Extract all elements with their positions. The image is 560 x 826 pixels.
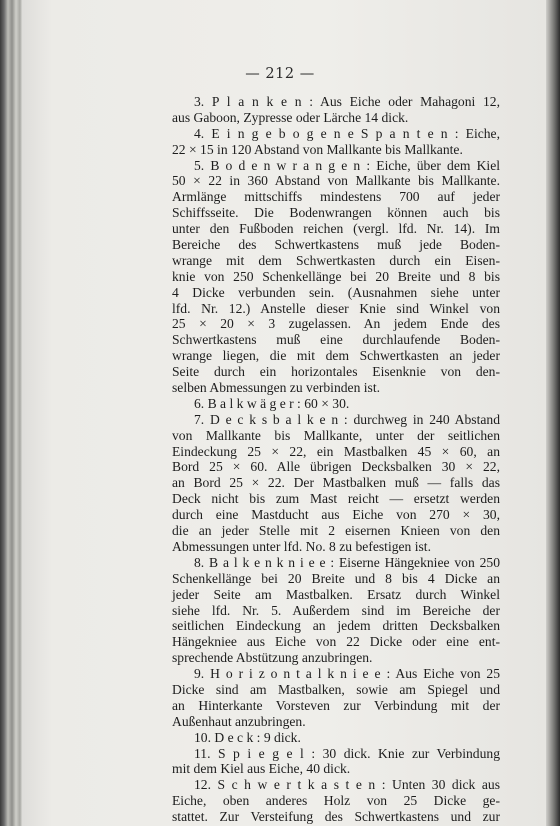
text-line: Schiffsseite. Die Bodenwrangen können auch bis bbox=[172, 205, 500, 221]
text-line: Schwertkastens muß eine durchlaufende Boden- bbox=[172, 332, 500, 348]
text-line: selben Abmessungen zu verbinden ist. bbox=[172, 380, 381, 396]
text-line: Hängekniee aus Eiche von 22 Dicke oder eine ent- bbox=[172, 634, 500, 650]
text-line: knie von 250 Schenkellänge bei 20 Breite und 8 bis bbox=[172, 268, 500, 284]
text-line: Bord 25 × 60. Alle übrigen Decksbalken 30 × 22, bbox=[172, 459, 500, 475]
text-line: lfd. Nr. 12.) Anstelle dieser Knie sind Winkel von bbox=[172, 300, 500, 316]
text-line: Dicke sind am Mastbalken, sowie am Spiegel und bbox=[172, 681, 500, 697]
text-line: jeder Seite am Mastbalken. Ersatz durch Winkel bbox=[172, 586, 500, 602]
text-line: von Mallkante bis Mallkante, unter der seitlichen bbox=[172, 427, 500, 443]
text-line: Armlänge mittschiffs mindestens 700 auf jeder bbox=[172, 189, 500, 205]
text-line: Seite durch ein horizontales Eisenknie von den- bbox=[172, 364, 500, 380]
text-line: Abmessungen unter lfd. No. 8 zu befestigen ist. bbox=[172, 538, 431, 554]
text-line: 9. H o r i z o n t a l k n i e e : Aus Eiche von 25 bbox=[194, 666, 500, 682]
text-line: seitlichen Eindeckung an jedem dritten Decksbalken bbox=[172, 618, 500, 634]
text-line: an Hinterkante Vorsteven zur Verbindung mit der bbox=[172, 697, 500, 713]
text-line: 10. D e c k : 9 dick. bbox=[194, 729, 301, 745]
text-line: Schenkellänge bei 20 Breite und 8 bis 4 Dicke an bbox=[172, 570, 500, 586]
text-line: 8. B a l k e n k n i e e : Eiserne Hängekniee von 250 bbox=[194, 554, 500, 570]
body-text bbox=[172, 94, 500, 825]
text-line: 6. B a l k w ä g e r : 60 × 30. bbox=[194, 395, 350, 411]
text-line: 7. D e c k s b a l k e n : durchweg in 240 Abstand bbox=[194, 411, 500, 427]
text-line: 4. E i n g e b o g e n e S p a n t e n : Eiche, bbox=[194, 125, 500, 141]
text-line: 22 × 15 in 120 Abstand von Mallkante bis Mallkante. bbox=[172, 141, 463, 157]
text-line: 50 × 22 in 360 Abstand von Mallkante bis Mallkante. bbox=[172, 173, 500, 189]
text-line: 11. S p i e g e l : 30 dick. Knie zur Verbindung bbox=[194, 745, 500, 761]
text-line: 3. P l a n k e n : Aus Eiche oder Mahagoni 12, bbox=[194, 94, 500, 109]
text-line: wrange mit dem Schwertkasten durch ein Eisen- bbox=[172, 252, 500, 268]
text-line: 4 Dicke verbunden sein. (Ausnahmen siehe unter bbox=[172, 284, 500, 300]
text-line: mit dem Kiel aus Eiche, 40 dick. bbox=[172, 761, 351, 777]
text-line: 25 × 20 × 3 zugelassen. An jedem Ende des bbox=[172, 316, 500, 332]
text-line: siehe lfd. Nr. 5. Außerdem sind im Bereiche der bbox=[172, 602, 500, 618]
text-line: unter den Fußboden reichen (vergl. lfd. Nr. 14). Im bbox=[172, 221, 500, 237]
text-line: stattet. Zur Versteifung des Schwertkastens und zur bbox=[172, 809, 500, 825]
text-line: Eiche, oben anderes Holz von 25 Dicke ge- bbox=[172, 793, 500, 809]
text-line: 5. B o d e n w r a n g e n : Eiche, über dem Kiel bbox=[194, 157, 500, 173]
page-number: — 212 — bbox=[245, 66, 315, 82]
text-line: Bereiche des Schwertkastens muß jede Boden- bbox=[172, 237, 500, 253]
text-line: durch eine Mastducht aus Eiche von 270 × 30, bbox=[172, 507, 500, 523]
text-line: wrange liegen, die mit dem Schwertkasten an jeder bbox=[172, 348, 500, 364]
text-line: Eindeckung 25 × 22, ein Mastbalken 45 × 60, an bbox=[172, 443, 500, 459]
text-line: Außenhaut anzubringen. bbox=[172, 713, 306, 729]
text-line: die an jeder Stelle mit 2 eisernen Knieen von den bbox=[172, 523, 500, 539]
text-line: 12. S c h w e r t k a s t e n : Unten 30 dick aus bbox=[194, 777, 500, 793]
text-line: Deck nicht bis zum Mast reicht — ersetzt werden bbox=[172, 491, 500, 507]
book-spine bbox=[0, 0, 22, 826]
text-line: an Bord 25 × 22. Der Mastbalken muß — falls das bbox=[172, 475, 500, 491]
text-line: aus Gaboon, Zypresse oder Lärche 14 dick. bbox=[172, 109, 409, 125]
page-edge-shadow bbox=[546, 0, 560, 826]
text-line: sprechende Abstützung anzubringen. bbox=[172, 650, 373, 666]
